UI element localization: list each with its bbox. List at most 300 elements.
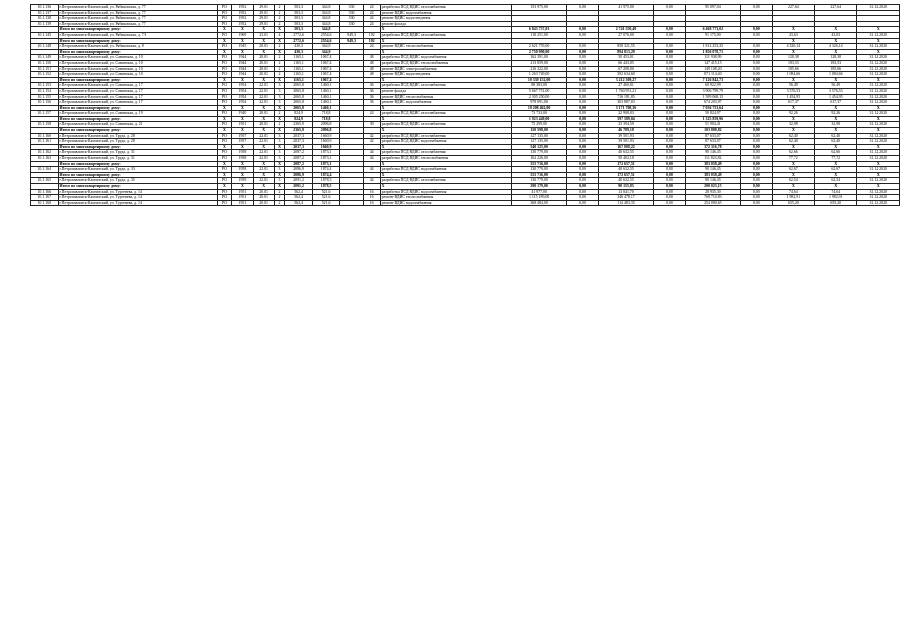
table-cell: 824,9 [285,111,313,117]
table-cell: 0,00 [740,88,772,94]
table-cell: 62,67 [772,167,814,173]
table-cell: 24 [363,111,380,117]
table-cell: 10.1.139 [31,21,59,27]
table-cell: 0,00 [567,116,599,122]
table-cell: 0,00 [740,128,772,134]
table-cell: 383 058,49 [685,172,740,178]
table-cell: X [772,161,814,167]
table-cell: 2 [274,195,285,201]
table-cell: РО [217,156,232,162]
table-cell: 29.01 [253,10,274,16]
table-cell: 0,00 [654,116,686,122]
table-cell: ремонт фасада [380,21,511,27]
table-cell: 562,4 [285,200,313,206]
table-cell: X [815,144,857,150]
table-cell: 1 454,95 [815,94,857,100]
table-cell: разработка ПСД ВДИС водоснабжения [380,139,511,145]
table-cell: 0,00 [567,100,599,106]
table-cell: 1 589 068,15 [685,94,740,100]
table-cell: 3 212 309,27 [598,77,653,83]
table-cell: 1460,1 [312,88,340,94]
table-cell: 1 454,95 [772,94,814,100]
table-cell: 1952 [232,5,253,11]
table-cell: 0,00 [654,150,686,156]
table-cell: 31.12.2020 [857,72,900,78]
table-cell: 92,26 [815,111,857,117]
table-cell: г.Петропавловск-Камчатский, ул. Труда, д. 31 [58,156,217,162]
table-cell: 0,00 [654,94,686,100]
table-cell: 43,63 [815,32,857,38]
table-cell: г.Петропавловск-Камчатский, ул. Савинская, д. 21 [58,122,217,128]
table-cell: 90 146,45 [685,178,740,184]
table-cell: 0,00 [740,105,772,111]
table-cell: разработка ПСД ВДИС теплоснабжения [380,60,511,66]
table-cell: 368 484,00 [512,200,567,206]
table-cell: РО [217,60,232,66]
table-cell: 2087,2 [285,161,313,167]
table-cell: Итого по многоквартирному дому: [58,161,217,167]
table-cell: 2087,2 [285,156,313,162]
table-cell: 31.12.2020 [857,100,900,106]
table-cell: X [274,161,285,167]
table-cell: 130 779,00 [512,178,567,184]
table-cell: 48 [363,66,380,72]
table-cell: г.Петропавловск-Камчатский, ул. Труда, д. 33 [58,167,217,173]
table-cell: 39 [363,122,380,128]
table-cell: г.Петропавловск-Камчатский, ул. Труда, д. 28 [58,133,217,139]
table-cell: 0,00 [654,189,686,195]
table-cell: 1460,1 [312,94,340,100]
table-cell: РО [217,189,232,195]
table-cell: 22.01 [253,139,274,145]
table-cell: 10.1.157 [31,111,59,117]
table-cell: 303 887,03 [598,100,653,106]
table-cell: X [217,116,232,122]
table-cell: 0,00 [567,144,599,150]
table-cell: 655,20 [772,200,814,206]
table-cell: X [217,49,232,55]
table-cell: 503,3 [285,27,313,33]
table-cell: 1 923 449,00 [512,116,567,122]
table-cell: 149 108,20 [685,66,740,72]
table-cell: 130 779,00 [512,167,567,173]
table-cell: РО [217,122,232,128]
table-cell: 10.1.136 [31,5,59,11]
table-cell: 0,00 [567,5,599,11]
table-cell: 0,00 [654,60,686,66]
table-cell: РО [217,5,232,11]
table-cell: 22.01 [253,178,274,184]
table-cell: 118 251,00 [512,32,567,38]
table-cell: 31.12.2020 [857,167,900,173]
table-cell: X [815,116,857,122]
table-cell: 24 [363,5,380,11]
table-cell: Итого по многоквартирному дому: [58,184,217,190]
table-cell: 200 023,15 [685,184,740,190]
table-cell: 6 843 737,03 [512,27,567,33]
table-cell: 172 657,51 [598,161,653,167]
table-cell: X [232,172,253,178]
table-cell: РО [217,66,232,72]
table-cell: X [772,128,814,134]
table-cell: 1944 [232,72,253,78]
table-cell: 2 [274,60,285,66]
table-cell: 127 135,00 [512,139,567,145]
table-cell: 1952 [232,10,253,16]
table-cell: X [232,184,253,190]
table-cell: 0,00 [567,60,599,66]
table-cell: г.Петропавловск-Камчатский, ул. Рябиковская, д. 77 [58,5,217,11]
table-cell: 0,00 [740,195,772,201]
table-cell: 0,00 [740,94,772,100]
table-cell: 2 [274,72,285,78]
table-cell: 10.1.137 [31,10,59,16]
table-cell: X [217,184,232,190]
table-cell: 0,00 [740,66,772,72]
table-cell: 24 [363,16,380,22]
table-cell: 2065,8 [285,105,313,111]
table-cell: 27 460,01 [598,83,653,89]
table-cell: 0,00 [567,94,599,100]
table-cell: 1873,1 [312,150,340,156]
table-cell: 3 [274,139,285,145]
table-cell: 0,00 [654,128,686,134]
table-cell: 31.12.2020 [857,44,900,50]
table-cell: X [380,116,511,122]
table-cell: 1951 [232,122,253,128]
table-cell: 0,00 [740,5,772,11]
table-cell: г.Петропавловск-Камчатский, ул. Савинская, д. 17 [58,83,217,89]
table-cell: 3 [274,94,285,100]
table-cell: 67 208,80 [598,66,653,72]
table-cell: 3 576,53 [815,88,857,94]
table-cell: 46 789,18 [598,128,653,134]
table-cell: 290 179,00 [512,184,567,190]
table-cell: 3 [274,167,285,173]
table-cell: 2554,6 [312,38,340,44]
table-cell: X [274,172,285,178]
table-cell: 10.1.164 [31,167,59,173]
table-cell: 162 226,00 [512,156,567,162]
table-cell: X [232,128,253,134]
table-cell: 62,54 [772,178,814,184]
table-cell: 0,00 [654,122,686,128]
table-cell: 31.12.2020 [857,189,900,195]
table-cell: 0,00 [740,100,772,106]
table-cell: 31.12.2020 [857,156,900,162]
table-cell: 10.1.166 [31,189,59,195]
table-cell: 716 181,85 [598,94,653,100]
table-cell: РО [217,111,232,117]
table-cell: 24 [363,10,380,16]
table-cell: 3 [274,178,285,184]
table-cell: 1940 [232,111,253,117]
table-cell: г.Петропавловск-Камчатский, ул. Труда, д. 28 [58,139,217,145]
table-cell: 7 036 753,64 [685,105,740,111]
table-cell: 31.12.2020 [857,133,900,139]
table-cell: 24 [363,44,380,50]
table-cell: ремонт фасада [380,88,511,94]
table-cell: 0,00 [567,105,599,111]
table-cell: 10.1.154 [31,88,59,94]
table-cell: 674 203,97 [685,100,740,106]
table-cell: 718,8 [312,111,340,117]
table-cell: 22.01 [253,167,274,173]
table-cell: 20.01 [253,72,274,78]
table-cell: разработка ПСД ВДИС газоснабжения [380,150,511,156]
table-cell: 344,8 [312,10,340,16]
table-cell: 0,00 [740,178,772,184]
table-cell: 4 326,14 [772,44,814,50]
table-cell: 22 908,03 [598,111,653,117]
table-cell: 555 716,00 [512,172,567,178]
table-cell: 77,72 [772,156,814,162]
table-cell: 0,00 [740,200,772,206]
table-cell: 16 [363,200,380,206]
table-cell: X [857,105,900,111]
table-cell: 31.12.2020 [857,139,900,145]
table-cell: X [380,128,511,134]
table-cell: 330 [340,21,363,27]
table-cell: 894 813,29 [598,49,653,55]
table-cell: 0,00 [740,72,772,78]
table-cell: г.Петропавловск-Камчатский, ул. Савинская, д. 19 [58,111,217,117]
table-cell: X [217,144,232,150]
table-cell: 20.01 [253,44,274,50]
table-cell: 521,6 [312,200,340,206]
table-cell: 42 [363,133,380,139]
table-cell: 2554,6 [312,32,340,38]
table-cell: 2065,8 [285,94,313,100]
table-cell: 0,00 [740,116,772,122]
table-cell: X [380,172,511,178]
table-cell: ремонт ВДИС теплоснабжения [380,195,511,201]
table-cell: 23 394,59 [598,122,653,128]
table-cell: 39 501,93 [598,139,653,145]
table-cell: 183,53 [815,60,857,66]
table-cell: РО [217,195,232,201]
table-cell: 0,00 [740,111,772,117]
table-cell: ремонт ВДИС водоснабжения [380,100,511,106]
table-cell: 0,00 [654,200,686,206]
table-cell: 50 453,01 [598,55,653,61]
table-cell: 153 975,00 [512,5,567,11]
table-cell: 0,00 [654,100,686,106]
table-cell: 0,00 [740,156,772,162]
table-cell: 562,4 [285,189,313,195]
table-cell: 344,9 [312,49,340,55]
table-cell: 1873,1 [312,161,340,167]
table-cell: 0,00 [567,139,599,145]
table-cell: 10.1.167 [31,195,59,201]
table-cell: 213 859,00 [512,60,567,66]
table-cell: 1067,4 [312,77,340,83]
table-cell: 62,67 [815,167,857,173]
table-cell: X [772,27,814,33]
table-cell: разработка ПСД ВДИС газоснабжения [380,5,511,11]
table-cell: 31.12.2020 [857,5,900,11]
table-cell: 31.12.2020 [857,55,900,61]
table-cell: 88 383,00 [512,83,567,89]
table-cell: 128,38 [772,55,814,61]
table-cell: г.Петропавловск-Камчатский, ул. Савинская, д. 10 [58,55,217,61]
table-cell: 1951 [232,189,253,195]
table-cell: 503,3 [285,5,313,11]
table-cell: 10.1.155 [31,94,59,100]
table-cell: г.Петропавловск-Камчатский, ул. Рябиковская, д. 77 [58,21,217,27]
table-cell: Итого по многоквартирному дому: [58,38,217,44]
table-cell: 62,66 [772,150,814,156]
table-cell: 167 808,22 [598,144,653,150]
table-cell: X [380,77,511,83]
table-cell: X [380,49,511,55]
table-cell: 29.01 [253,16,274,22]
table-cell: 22.01 [253,133,274,139]
table-cell: 2 750 990,00 [512,49,567,55]
table-cell: 192 [363,32,380,38]
table-cell: X [274,144,285,150]
table-cell: 1460,1 [312,83,340,89]
table-cell: X [380,184,511,190]
table-cell: 2091,2 [285,178,313,184]
table-cell: 1660,9 [312,133,340,139]
table-cell: 50 402,18 [598,156,653,162]
table-cell: Итого по многоквартирному дому: [58,27,217,33]
table-cell: 4 [274,32,285,38]
table-cell: 10.1.153 [31,83,59,89]
table-cell: 50 824,97 [685,111,740,117]
table-cell: Итого по многоквартирному дому: [58,49,217,55]
table-cell: разработка ПСД ВДИС водоснабжения [380,167,511,173]
table-cell: 1460,1 [312,105,340,111]
table-cell: 10.1.158 [31,122,59,128]
table-cell: 1 084,66 [815,72,857,78]
table-cell: 92,26 [772,111,814,117]
table-cell: 0,00 [567,44,599,50]
table-cell: X [815,38,857,44]
table-cell: 0,00 [567,72,599,78]
table-cell: 1952 [232,21,253,27]
table-cell: 185,66 [772,66,814,72]
table-cell: 10.1.165 [31,178,59,184]
table-cell: 44 [363,156,380,162]
table-cell: ремонт ВДИС водоснабжения [380,10,511,16]
table-cell: РО [217,178,232,184]
table-cell: 44 [363,178,380,184]
table-cell: 62,40 [815,133,857,139]
table-cell: 254 000,65 [685,200,740,206]
table-cell: 0,00 [654,133,686,139]
table-cell: 62,54 [815,178,857,184]
table-cell: 0,00 [654,156,686,162]
table-cell: X [253,161,274,167]
table-cell: 22.01 [253,150,274,156]
table-cell: 2 [274,122,285,128]
table-cell: 2 [274,55,285,61]
table-cell: ремонт ВДИС водоотведения [380,16,511,22]
table-cell: X [857,144,900,150]
table-cell: ремонт ВДИС водоотведения [380,72,511,78]
table-cell: 10.1.163 [31,156,59,162]
table-cell: 60 922,99 [685,83,740,89]
table-cell: X [857,77,900,83]
table-cell: 2037,3 [285,139,313,145]
table-cell: 114 483,35 [598,200,653,206]
table-cell: 978 091,00 [512,100,567,106]
table-cell: ремонт ВДИС электроснабжения [380,66,511,72]
table-cell: X [772,144,814,150]
table-cell: 0,00 [567,32,599,38]
table-cell: 0,00 [654,88,686,94]
capital-repair-table [30,4,900,206]
table-cell [340,200,363,206]
table-cell: 0,00 [654,66,686,72]
table-cell: X [772,77,814,83]
table-cell: 10 339 152,00 [512,77,567,83]
table-cell: 3 [274,100,285,106]
table-cell: 0,00 [567,161,599,167]
table-cell: 1878,5 [312,178,340,184]
table-cell: 949,3 [340,38,363,44]
table-cell: 0,00 [654,184,686,190]
table-cell: X [253,27,274,33]
table-cell: 1958 [232,150,253,156]
table-cell: 1 982,91 [815,195,857,201]
table-cell: X [232,116,253,122]
table-cell: 36 [363,100,380,106]
table-cell: X [772,105,814,111]
table-cell: 2065,8 [285,100,313,106]
table-cell: 0,00 [654,139,686,145]
table-cell: РО [217,167,232,173]
table-cell: 0,00 [740,60,772,66]
table-cell: разработка ПСД ВДИС водоснабжения [380,189,511,195]
table-cell: 2 621 755,00 [512,44,567,50]
table-cell: 0,00 [740,133,772,139]
table-cell: 40 632,55 [598,178,653,184]
table-cell: 1 856 078,71 [685,49,740,55]
table-cell: 1954 [232,88,253,94]
table-cell: 150 598,00 [512,128,567,134]
table-cell: г.Петропавловск-Камчатский, ул. Тургенева, д. 14 [58,195,217,201]
table-cell: 1959 [232,178,253,184]
table-cell: 87 633,07 [685,139,740,145]
table-cell: X [772,172,814,178]
table-cell: 10 208 462,00 [512,105,567,111]
table-cell: 62,40 [772,139,814,145]
table-cell: 73 733,00 [512,111,567,117]
table-cell: 2087,2 [285,150,313,156]
table-cell: 31.12.2020 [857,178,900,184]
table-cell: 40 632,55 [598,150,653,156]
table-cell: 31.12.2020 [857,200,900,206]
table-cell: 1067,4 [312,55,340,61]
table-cell: РО [217,150,232,156]
table-cell: X [380,161,511,167]
table-cell: 430,3 [285,44,313,50]
table-cell: 1 084,66 [772,72,814,78]
table-cell: 1165,1 [285,77,313,83]
table-cell: 0,00 [654,72,686,78]
table-cell: 0,00 [567,178,599,184]
table-cell: 56,49 [772,83,814,89]
table-cell: РО [217,44,232,50]
table-cell: 10.1.149 [31,55,59,61]
table-cell: 0,00 [654,105,686,111]
table-cell: 2 [274,111,285,117]
table-cell: 2086,9 [285,167,313,173]
table-cell: X [253,172,274,178]
